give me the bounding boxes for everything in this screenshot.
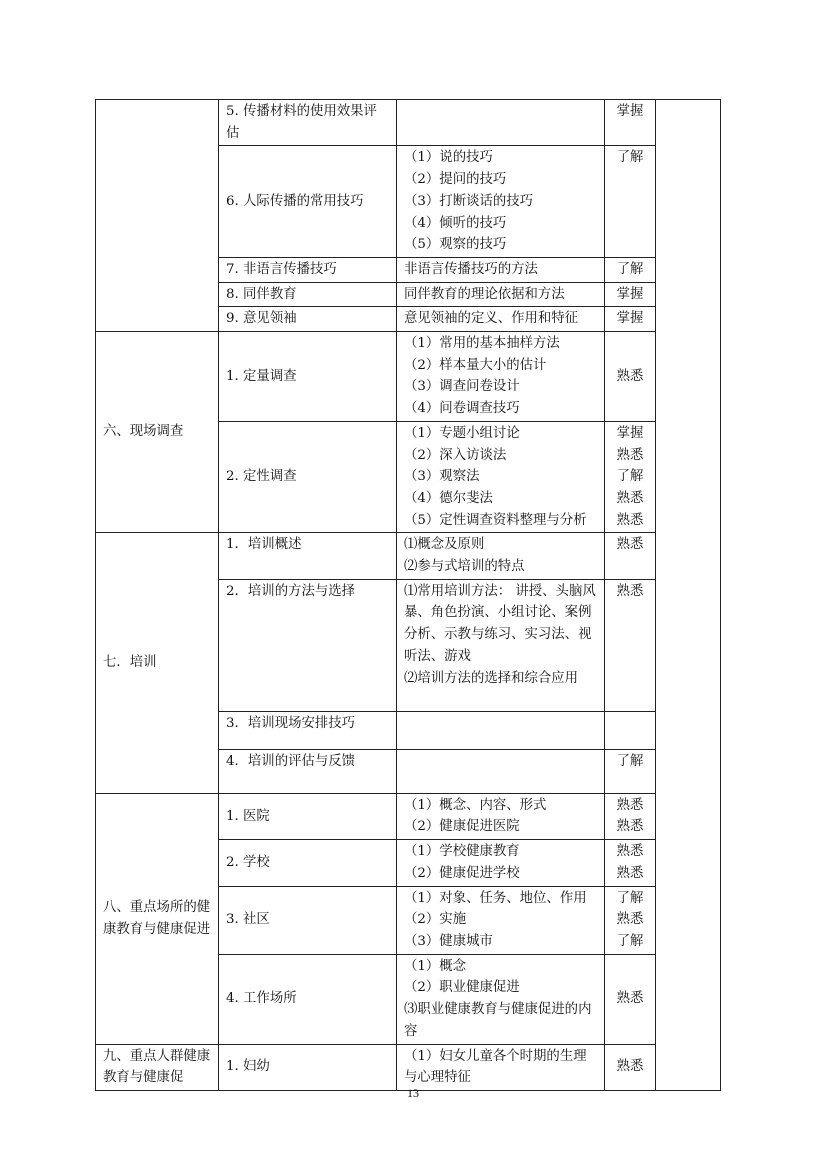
level-cell: 掌握 熟悉 了解 熟悉 熟悉: [605, 421, 656, 533]
section-title: 九、重点人群健康教育与健康促: [96, 1044, 219, 1090]
content-cell: 同伴教育的理论依据和方法: [397, 282, 605, 307]
content-cell: [397, 100, 605, 146]
content-cell: ⑴常用培训方法： 讲授、头脑风暴、角色扮演、小组讨论、案例分析、示教与练习、实习法、视听法、游戏 ⑵培训方法的选择和综合应用: [397, 579, 605, 711]
content-cell: [397, 749, 605, 793]
table-row: [96, 1044, 721, 1090]
content-cell: （1）妇女儿童各个时期的生理与心理特征: [397, 1044, 605, 1090]
topic-cell: 1．培训概述: [219, 533, 397, 579]
topic-cell: 3. 社区: [219, 886, 397, 954]
page-number: 13: [407, 1086, 419, 1100]
content-cell: （1）常用的基本抽样方法 （2）样本量大小的估计 （3）调查问卷设计 （4）问卷调查技巧: [397, 332, 605, 422]
content-cell: （1）概念 （2）职业健康促进 ⑶职业健康教育与健康促进的内容: [397, 954, 605, 1044]
level-cell: 掌握: [605, 282, 656, 307]
remark-cell: [656, 100, 721, 1091]
section-title: 七．培训: [96, 533, 219, 793]
level-cell: 熟悉: [605, 1044, 656, 1090]
level-cell: 掌握: [605, 100, 656, 146]
topic-cell: 2. 学校: [219, 840, 397, 886]
content-cell: （1）学校健康教育 （2）健康促进学校: [397, 840, 605, 886]
content-cell: [397, 711, 605, 749]
content-cell: （1）专题小组讨论 （2）深入访谈法 （3）观察法 （4）德尔斐法 （5）定性调查资料整理与分析: [397, 421, 605, 533]
content-cell: 意见领袖的定义、作用和特征: [397, 307, 605, 332]
table-row: [96, 332, 721, 422]
level-cell: 熟悉: [605, 533, 656, 579]
level-cell: 熟悉 熟悉: [605, 793, 656, 839]
topic-cell: 8. 同伴教育: [219, 282, 397, 307]
level-cell: 熟悉: [605, 332, 656, 422]
section-cell: [96, 100, 219, 332]
topic-cell: 5. 传播材料的使用效果评估: [219, 100, 397, 146]
level-cell: 掌握: [605, 307, 656, 332]
table-row: [96, 793, 721, 839]
level-cell: 了解: [605, 257, 656, 282]
level-cell: 熟悉: [605, 954, 656, 1044]
content-cell: （1）对象、任务、地位、作用 （2）实施 （3）健康城市: [397, 886, 605, 954]
table-row: [96, 533, 721, 579]
topic-cell: 7. 非语言传播技巧: [219, 257, 397, 282]
content-cell: （1）概念、内容、形式 （2）健康促进医院: [397, 793, 605, 839]
topic-cell: 1. 妇幼: [219, 1044, 397, 1090]
section-title: 八、重点场所的健康教育与健康促进: [96, 793, 219, 1044]
level-cell: 了解: [605, 749, 656, 793]
content-cell: ⑴概念及原则 ⑵参与式培训的特点: [397, 533, 605, 579]
topic-cell: 9. 意见领袖: [219, 307, 397, 332]
content-cell: 非语言传播技巧的方法: [397, 257, 605, 282]
topic-cell: 4．培训的评估与反馈: [219, 749, 397, 793]
section-title: 六、现场调查: [96, 332, 219, 533]
syllabus-table: [95, 99, 721, 1091]
topic-cell: 1. 定量调查: [219, 332, 397, 422]
topic-cell: 6. 人际传播的常用技巧: [219, 146, 397, 258]
topic-cell: 3．培训现场安排技巧: [219, 711, 397, 749]
topic-cell: 4. 工作场所: [219, 954, 397, 1044]
content-cell: （1）说的技巧 （2）提问的技巧 （3）打断谈话的技巧 （4）倾听的技巧 （5）观察的技巧: [397, 146, 605, 258]
table-row: [96, 100, 721, 146]
topic-cell: 2. 定性调查: [219, 421, 397, 533]
level-cell: [605, 711, 656, 749]
level-cell: 熟悉: [605, 579, 656, 711]
topic-cell: 1. 医院: [219, 793, 397, 839]
level-cell: 了解: [605, 146, 656, 258]
level-cell: 熟悉 熟悉: [605, 840, 656, 886]
level-cell: 了解 熟悉 了解: [605, 886, 656, 954]
topic-cell: 2．培训的方法与选择: [219, 579, 397, 711]
